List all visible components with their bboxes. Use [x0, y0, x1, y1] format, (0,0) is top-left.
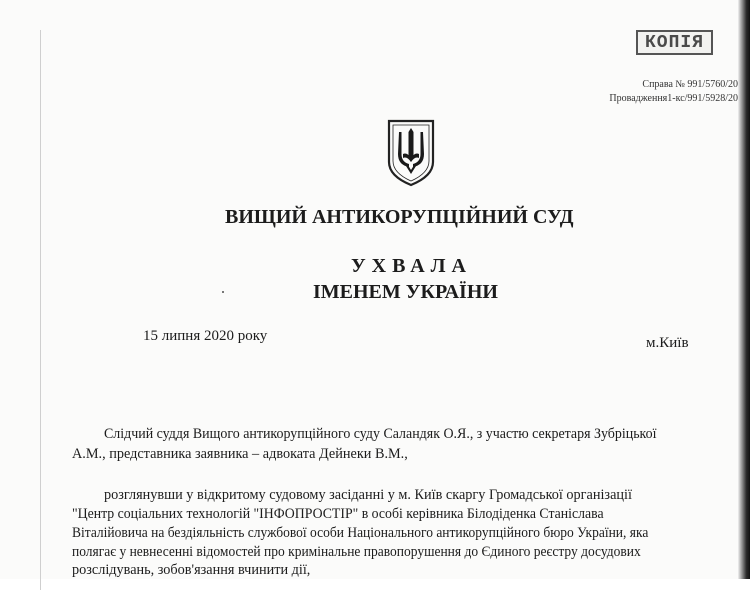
scan-edge-shadow: [738, 0, 750, 579]
paragraph1-line1: Слідчий суддя Вищого антикорупційного суду Саландяк О.Я., з участю секретаря Зубріцької: [104, 426, 657, 442]
case-number: Справа № 991/5760/20: [642, 79, 738, 90]
scan-margin-line: [40, 30, 41, 590]
document-city: м.Київ: [646, 335, 689, 351]
scan-speck: [222, 291, 224, 293]
trident-coat-of-arms-icon: [385, 118, 437, 188]
paragraph2-line4: полягає у невнесенні відомостей про кримінальне правопорушення до Єдиного реєстру досудових: [72, 544, 641, 560]
paragraph2-line2: "Центр соціальних технологій "ІНФОПРОСТІР" в особі керівника Білодіденка Станіслава: [72, 506, 604, 522]
document-type-heading: УХВАЛА: [351, 255, 472, 277]
paragraph1-line2: А.М., представника заявника – адвоката Дейнеки В.М.,: [72, 446, 408, 462]
paragraph2-line1: розглянувши у відкритому судовому засіданні у м. Київ скаргу Громадської організації: [104, 487, 632, 503]
document-date: 15 липня 2020 року: [143, 328, 268, 344]
paragraph2-line3: Віталійовича на бездіяльність службової особи Національного антикорупційного бюро України, яка: [72, 525, 649, 541]
proceeding-number: Провадження1-кс/991/5928/20: [609, 93, 738, 104]
paragraph2-line5: розслідувань, зобов'язання вчинити дії,: [72, 562, 311, 578]
copy-stamp: КОПІЯ: [636, 30, 713, 55]
court-name-heading: ВИЩИЙ АНТИКОРУПЦІЙНИЙ СУД: [225, 206, 574, 228]
in-the-name-heading: ІМЕНЕМ УКРАЇНИ: [313, 281, 498, 303]
